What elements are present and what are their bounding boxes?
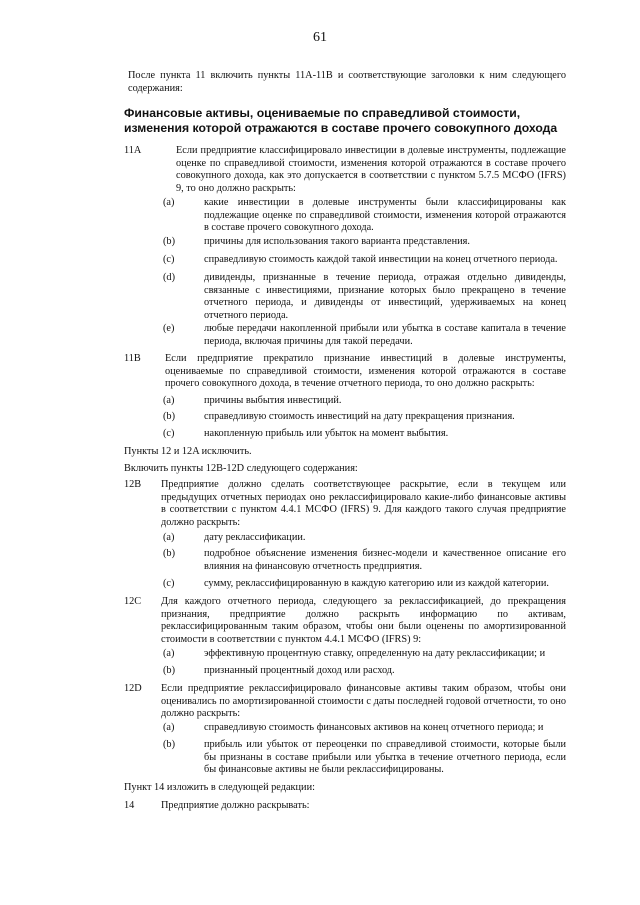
- paragraph-number: 11B: [124, 353, 141, 364]
- list-item-text: справедливую стоимость инвестиций на дату прекращения признания.: [204, 411, 515, 422]
- paragraph-text: Предприятие должно раскрывать:: [161, 800, 310, 811]
- list-item-label: (c): [163, 578, 175, 589]
- paragraph-number: 14: [124, 800, 135, 811]
- list-item-label: (c): [163, 254, 175, 265]
- page-number: 61: [313, 30, 327, 45]
- list-item-text: причины для использования такого варианта представления.: [204, 236, 470, 247]
- list-item-label: (a): [163, 197, 175, 208]
- list-item-label: (a): [163, 722, 175, 733]
- list-item-label: (b): [163, 236, 176, 247]
- list-item-label: (b): [163, 411, 176, 422]
- instruction-p14: Пункт 14 изложить в следующей редакции:: [124, 782, 315, 793]
- list-item-text: дату реклассификации.: [204, 532, 306, 543]
- list-item-label: (d): [163, 272, 176, 283]
- section-heading: Финансовые активы, оцениваемые по справедливой стоимости, изменения которой отражаются в составе прочего совокупного дохода: [124, 106, 558, 135]
- paragraph-number: 12C: [124, 596, 142, 607]
- list-item-label: (a): [163, 532, 175, 543]
- list-item-text: причины выбытия инвестиций.: [204, 395, 342, 406]
- list-item-text: прибыль или убыток от переоценки по справедливой стоимости, которые были бы признаны в составе прибыли или убытка в течение отчетного периода, если бы финансовые активы не были реклассифицированы.: [204, 739, 566, 776]
- instruction-exclude: Пункты 12 и 12A исключить.: [124, 446, 252, 457]
- list-item-label: (b): [163, 548, 176, 559]
- list-item-text: какие инвестиции в долевые инструменты были классифицированы как подлежащие оценке по справедливой стоимости, изменения которой отражаются в составе прочего совокупного дохода.: [204, 197, 566, 234]
- paragraph-text: Предприятие должно сделать соответствующее раскрытие, если в текущем или предыдущих отчетных периодах оно реклассифицировало какие-либо финансовые активы в соответствии с пунктом 4.4.1 МСФО (IFRS) 9. Для каждого такого случая предприятие должно раскрыть:: [161, 479, 566, 528]
- paragraph-text: Если предприятие прекратило признание инвестиций в долевые инструменты, оцениваемые по справедливой стоимости, изменения которой отражаются в составе прочего совокупного дохода, в течение отчетного периода, то оно должно раскрыть:: [165, 353, 566, 390]
- list-item-text: накопленную прибыль или убыток на момент выбытия.: [204, 428, 449, 439]
- list-item-label: (b): [163, 665, 176, 676]
- paragraph-text: Если предприятие классифицировало инвестиции в долевые инструменты, подлежащие оценке по справедливой стоимости, изменения которой отражаются в составе прочего совокупного дохода, как это допускается в соответствии с пунктом 5.7.5 МСФО (IFRS) 9, то оно должно раскрыть:: [176, 145, 566, 194]
- list-item-label: (b): [163, 739, 176, 750]
- list-item-text: эффективную процентную ставку, определенную на дату реклассификации; и: [204, 648, 546, 659]
- intro-paragraph: После пункта 11 включить пункты 11A-11B и соответствующие заголовки к ним следующего содержания:: [128, 70, 566, 94]
- instruction-include: Включить пункты 12B-12D следующего содержания:: [124, 463, 358, 474]
- paragraph-number: 11A: [124, 145, 142, 156]
- list-item-label: (a): [163, 648, 175, 659]
- list-item-text: признанный процентный доход или расход.: [204, 665, 395, 676]
- list-item-text: подробное объяснение изменения бизнес-модели и качественное описание его влияния на финансовую отчетность предприятия.: [204, 548, 566, 572]
- paragraph-text: Для каждого отчетного периода, следующего за реклассификацией, до прекращения признания, предприятие должно раскрыть информацию по активам, реклассифицированным таким образом, чтобы они были оценены по амортизированной стоимости в соответствии с пунктом 4.4.1 МСФО (IFRS) 9:: [161, 596, 566, 645]
- list-item-label: (e): [163, 323, 175, 334]
- paragraph-number: 12D: [124, 683, 142, 694]
- list-item-text: дивиденды, признанные в течение периода, отражая отдельно дивиденды, связанные с инвестициями, признание которых было прекращено в течение отчетного периода, и дивиденды от инвестиций, удерживаемых на конец отчетного периода.: [204, 272, 566, 321]
- list-item-label: (c): [163, 428, 175, 439]
- list-item-label: (a): [163, 395, 175, 406]
- list-item-text: справедливую стоимость каждой такой инвестиции на конец отчетного периода.: [204, 254, 558, 265]
- paragraph-number: 12B: [124, 479, 142, 490]
- paragraph-text: Если предприятие реклассифицировало финансовые активы таким образом, чтобы они оценивались по амортизированной стоимости с даты последней годовой отчетности, то оно должно раскрыть:: [161, 683, 566, 720]
- list-item-text: справедливую стоимость финансовых активов на конец отчетного периода; и: [204, 722, 544, 733]
- list-item-text: сумму, реклассифицированную в каждую категорию или из каждой категории.: [204, 578, 549, 589]
- list-item-text: любые передачи накопленной прибыли или убытка в составе капитала в течение периода, включая причины для такой передачи.: [204, 323, 566, 347]
